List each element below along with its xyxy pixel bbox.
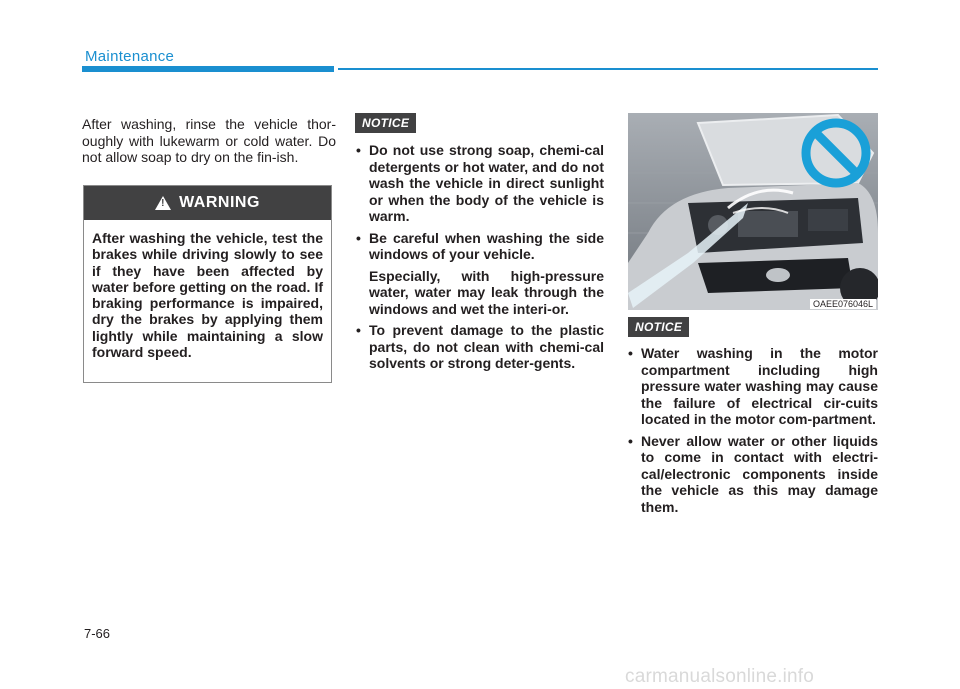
section-title: Maintenance [85,48,175,65]
bullet-dot: • [628,432,633,449]
warning-label: WARNING [179,194,260,211]
list-item [628,345,878,428]
warning-header [84,186,331,220]
bullet-dot: • [356,229,361,246]
header-rule-thick [82,66,334,72]
warning-box [83,185,332,383]
watermark: carmanualsonline.info [625,666,815,687]
notice-badge: NOTICE [628,317,689,337]
header-rule-thin [338,68,878,70]
list-item-text: Be careful when washing the side windows of your vehicle. [369,229,604,262]
list-item [628,433,878,516]
notice-badge: NOTICE [355,113,416,133]
notice-list [356,142,604,377]
list-item-subtext: Especially, with high-pressure water, water may leak through the windows and wet the interi-or. [369,267,604,317]
warning-text: After washing the vehicle, test the brakes while driving slowly to see if they have been affected by water before getting on the road. If braking performance is impaired, dry the brakes by applying them lightly while maintaining a slow forward speed. [92,230,323,361]
list-item [356,322,604,372]
bullet-dot: • [356,322,361,338]
intro-paragraph: After washing, rinse the vehicle thor-oughly with lukewarm or cold water. Do not allow soap to dry on the fin-ish. [82,116,336,165]
image-code: OAEE076046L [810,299,876,309]
list-item-text: To prevent damage to the plastic parts, do not clean with chemi-cal solvents or strong deter-gents. [369,322,604,371]
bullet-dot: • [356,142,361,158]
list-item [356,230,604,318]
page-number: 7-66 [84,626,111,641]
notice-list [628,345,878,520]
photo-illustration [628,113,878,310]
warning-triangle-icon: ! [155,196,171,210]
list-item-text: Never allow water or other liquids to come in contact with electri-cal/electronic components inside the vehicle as this may damage them. [641,432,878,515]
bullet-dot: • [628,345,633,361]
motor-compartment-photo [628,113,878,310]
list-item-text: Water washing in the motor compartment including high pressure water washing may cause the failure of electrical cir-cuits located in the motor com-partment. [641,345,878,427]
list-item-text: Do not use strong soap, chemi-cal detergents or hot water, and do not wash the vehicle in direct sunlight or when the body of the vehicle is warm. [369,142,604,224]
list-item [356,142,604,225]
